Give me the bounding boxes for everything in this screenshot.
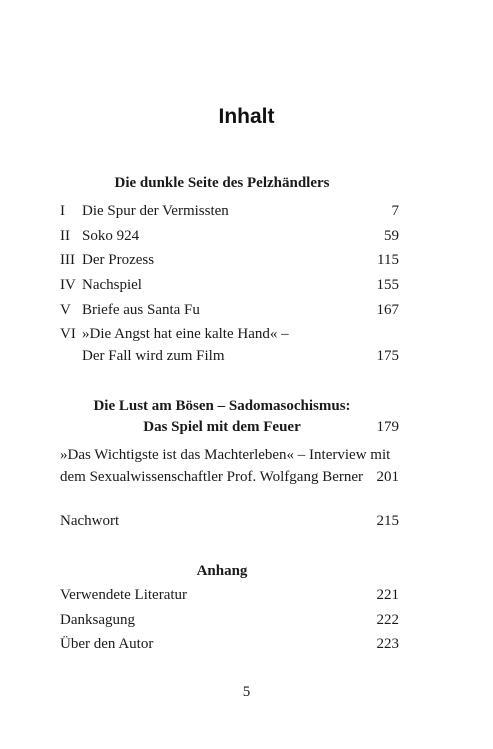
chapter-title: Der Prozess [82, 252, 155, 268]
part2-heading-line1: Die Lust am Bösen – Sadomasochismus: [93, 398, 351, 414]
page-number: 167 [376, 302, 399, 318]
nachwort-title: Nachwort [60, 513, 120, 529]
nachwort-entry[interactable] [56, 509, 399, 533]
chapter-number: IV [60, 277, 76, 293]
page-number: 115 [377, 252, 399, 268]
chapter-number: V [60, 302, 71, 318]
page-number: 175 [376, 348, 399, 364]
page-number: 201 [376, 469, 399, 485]
toc-entry-5[interactable] [56, 298, 399, 322]
part2-heading-line2: Das Spiel mit dem Feuer [143, 419, 301, 435]
interview-title-line1: »Das Wichtigste ist das Machterleben« – Interview mit [60, 447, 391, 463]
chapter-title: Die Spur der Vermissten [82, 203, 229, 219]
chapter-title: Briefe aus Santa Fu [82, 302, 200, 318]
chapter-number: II [60, 228, 70, 244]
page-number: 222 [376, 612, 399, 628]
toc-entry-6-cont[interactable] [56, 344, 399, 368]
folio-page-number: 5 [242, 684, 251, 700]
anhang-entry-2[interactable] [56, 608, 399, 632]
entry-title: Verwendete Literatur [60, 587, 188, 603]
anhang-entry-1[interactable] [56, 583, 399, 607]
page-number: 7 [391, 203, 399, 219]
chapter-title: Nachspiel [82, 277, 142, 293]
page-number: 179 [376, 419, 399, 435]
part2-page-row[interactable] [56, 415, 399, 439]
page-number: 221 [376, 587, 399, 603]
interview-title-line2: dem Sexualwissenschaftler Prof. Wolfgang Berner [60, 469, 364, 485]
part1-heading: Die dunkle Seite des Pelzhändlers [114, 175, 330, 191]
chapter-title-line1: »Die Angst hat eine kalte Hand« – [82, 326, 289, 342]
page-number: 59 [384, 228, 399, 244]
toc-entry-3[interactable] [56, 248, 399, 272]
chapter-title: Soko 924 [82, 228, 140, 244]
entry-title: Über den Autor [60, 636, 154, 652]
toc-entry-1[interactable] [56, 199, 399, 223]
page-number: 223 [376, 636, 399, 652]
chapter-number: I [60, 203, 65, 219]
entry-title: Danksagung [60, 612, 135, 628]
chapter-title-line2: Der Fall wird zum Film [82, 348, 225, 364]
toc-entry-6[interactable] [56, 322, 399, 346]
toc-entry-4[interactable] [56, 273, 399, 297]
page-number: 215 [376, 513, 399, 529]
interview-entry[interactable] [56, 443, 399, 467]
chapter-number: VI [60, 326, 76, 342]
chapter-number: III [60, 252, 75, 268]
toc-entry-2[interactable] [56, 224, 399, 248]
page-title: Inhalt [218, 105, 275, 128]
anhang-heading: Anhang [196, 563, 248, 579]
page-number: 155 [376, 277, 399, 293]
interview-entry-cont[interactable] [56, 465, 399, 489]
anhang-entry-3[interactable] [56, 632, 399, 656]
